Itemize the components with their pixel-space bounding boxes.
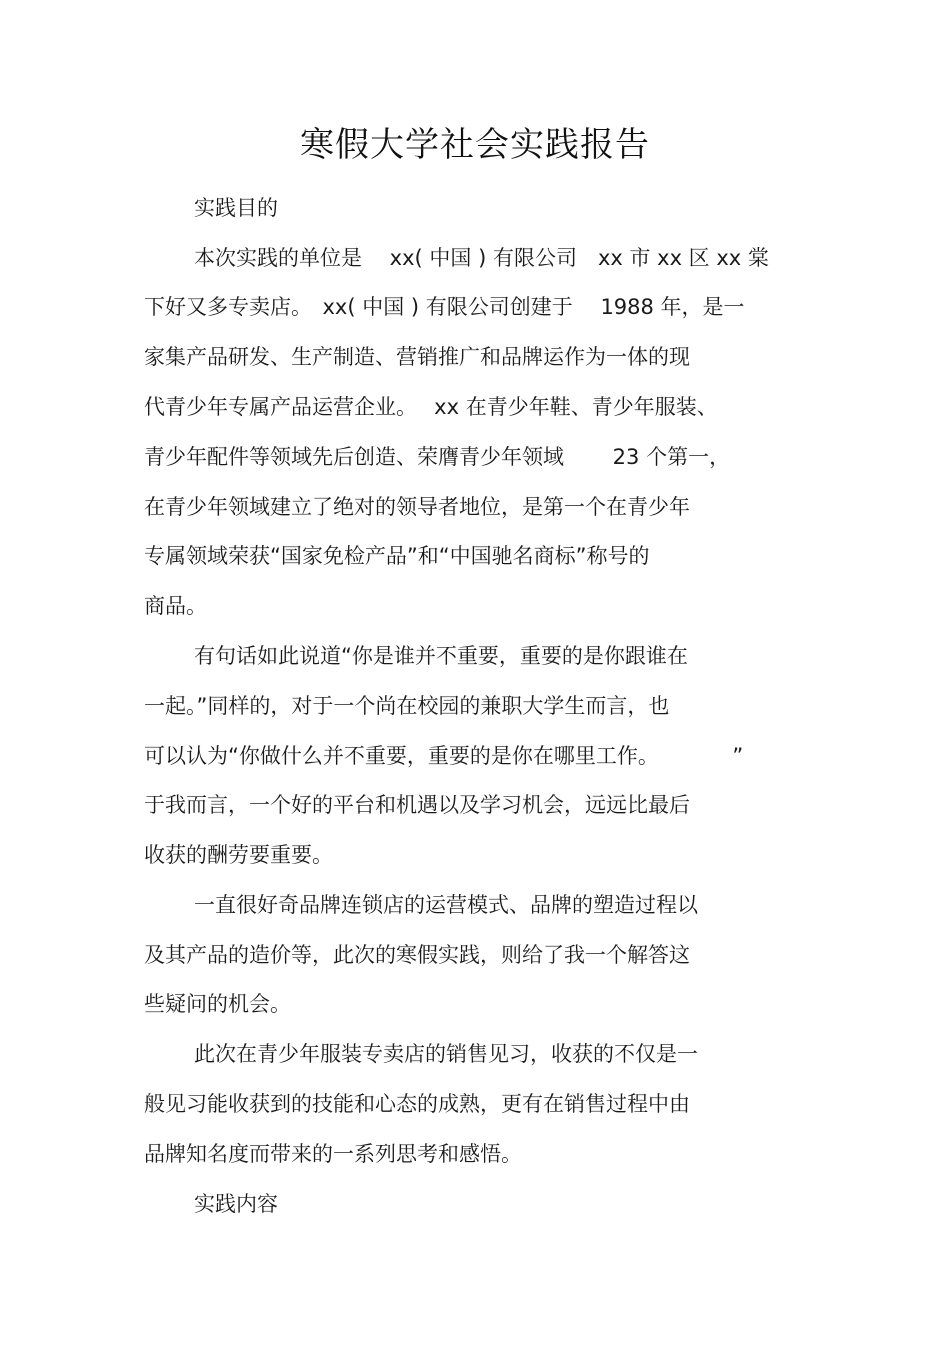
paragraph-line: 品牌知名度而带来的一系列思考和感悟。 [144, 1142, 522, 1166]
paragraph-line: 商品。 [144, 594, 207, 618]
paragraph-line: 般见习能收获到的技能和心态的成熟，更有在销售过程中由 [144, 1092, 690, 1116]
paragraph-line: 家集产品研发、生产制造、营销推广和品牌运作为一体的现 [144, 345, 690, 369]
section-heading-purpose: 实践目的 [194, 196, 278, 220]
paragraph-line: 有句话如此说道“你是谁并不重要，重要的是你跟谁在 [194, 644, 688, 668]
paragraph-line: 专属领域荣获“国家免检产品”和“中国驰名商标”称号的 [144, 544, 650, 568]
document-title: 寒假大学社会实践报告 [300, 125, 650, 165]
paragraph-line: 代青少年专属产品运营企业。 xx 在青少年鞋、青少年服装、 [144, 395, 718, 419]
paragraph-line: 及其产品的造价等，此次的寒假实践，则给了我一个解答这 [144, 943, 690, 967]
paragraph-line: 下好又多专卖店。 xx( 中国 ) 有限公司创建于 1988 年，是一 [144, 295, 745, 319]
paragraph-line: 收获的酬劳要重要。 [144, 843, 333, 867]
section-heading-content: 实践内容 [194, 1192, 278, 1216]
paragraph-line: 可以认为“你做什么并不重要，重要的是你在哪里工作。 ” [144, 744, 744, 768]
paragraph-line: 些疑问的机会。 [144, 992, 291, 1016]
paragraph-line: 在青少年领域建立了绝对的领导者地位，是第一个在青少年 [144, 495, 690, 519]
paragraph-line: 此次在青少年服装专卖店的销售见习，收获的不仅是一 [194, 1042, 698, 1066]
paragraph-line: 一起。”同样的，对于一个尚在校园的兼职大学生而言，也 [144, 694, 670, 718]
paragraph-line: 青少年配件等领域先后创造、荣膺青少年领域 23 个第一， [144, 445, 731, 469]
paragraph-line: 于我而言，一个好的平台和机遇以及学习机会，远远比最后 [144, 793, 690, 817]
paragraph-line: 一直很好奇品牌连锁店的运营模式、品牌的塑造过程以 [194, 893, 698, 917]
paragraph-line: 本次实践的单位是 xx( 中国 ) 有限公司 xx 市 xx 区 xx 棠 [194, 246, 769, 270]
